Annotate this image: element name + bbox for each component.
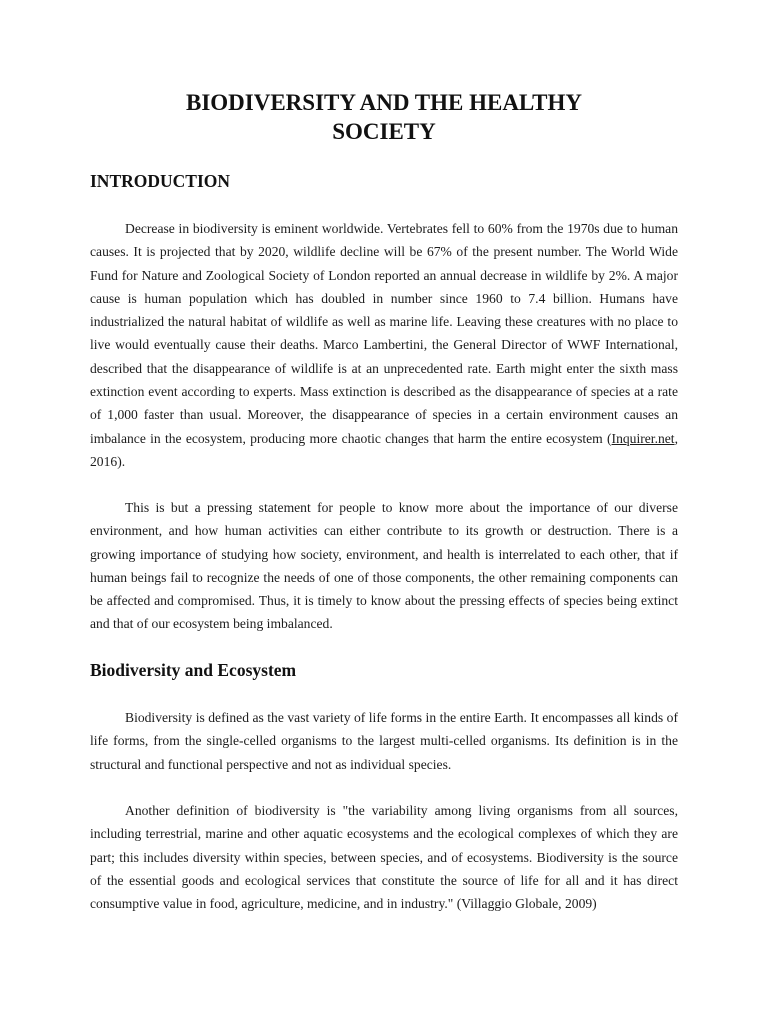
- biodiversity-paragraph-2: Another definition of biodiversity is "the variability among living organisms from all sources, including terrestrial, marine and other aquatic ecosystems and the ecological complexes of which they are part; this includes diversity within species, between species, and of ecosystems. Biodiversity is the source of the essential goods and ecological services that constitute the source of life for all and it has direct consumptive value in food, agriculture, medicine, and in industry." (Villaggio Globale, 2009): [90, 803, 678, 912]
- inquirer-link[interactable]: Inquirer.net: [611, 430, 675, 446]
- intro-paragraph-2: This is but a pressing statement for people to know more about the importance of our diverse environment, and how human activities can either contribute to its growth or destruction. There is a growing importance of studying how society, environment, and health is interrelated to each other, that if human beings fail to recognize the needs of one of those components, the other remaining components can be affected and compromised. Thus, it is timely to know about the pressing effects of species being extinct and that of our ecosystem being imbalanced.: [90, 500, 678, 632]
- introduction-heading: INTRODUCTION: [90, 171, 231, 191]
- page-title: [90, 88, 678, 146]
- biodiversity-heading: Biodiversity and Ecosystem: [90, 660, 297, 680]
- intro-paragraph-1-citation: , 2016).: [90, 430, 678, 469]
- biodiversity-paragraph-1: Biodiversity is defined as the vast variety of life forms in the entire Earth. It encompasses all kinds of life forms, from the single-celled organisms to the largest multi-celled organisms. Its definition is in the structural and functional perspective and not as individual species.: [90, 710, 678, 772]
- intro-paragraph-1: [90, 217, 678, 473]
- intro-paragraph-1-text: Decrease in biodiversity is eminent worldwide. Vertebrates fell to 60% from the 1970s due to human causes. It is projected that by 2020, wildlife decline will be 67% of the present number. The World Wide Fund for Nature and Zoological Society of London reported an annual decrease in wildlife by 2%. A major cause is human population which has doubled in number since 1960 to 7.4 billion. Humans have industrialized the natural habitat of wildlife as well as marine life. Leaving these creatures with no place to live would eventually cause their deaths. Marco Lambertini, the General Director of WWF International, described that the disappearance of wildlife is at an unprecedented rate. Earth might enter the sixth mass extinction event according to experts. Mass extinction is described as the disappearance of species at a rate of 1,000 faster than usual. Moreover, the disappearance of species in a certain environment causes an imbalance in the ecosystem, producing more chaotic changes that harm the entire ecosystem (: [90, 221, 678, 446]
- title-line-1: BIODIVERSITY AND THE HEALTHY: [185, 90, 583, 115]
- title-line-2: SOCIETY: [332, 119, 436, 144]
